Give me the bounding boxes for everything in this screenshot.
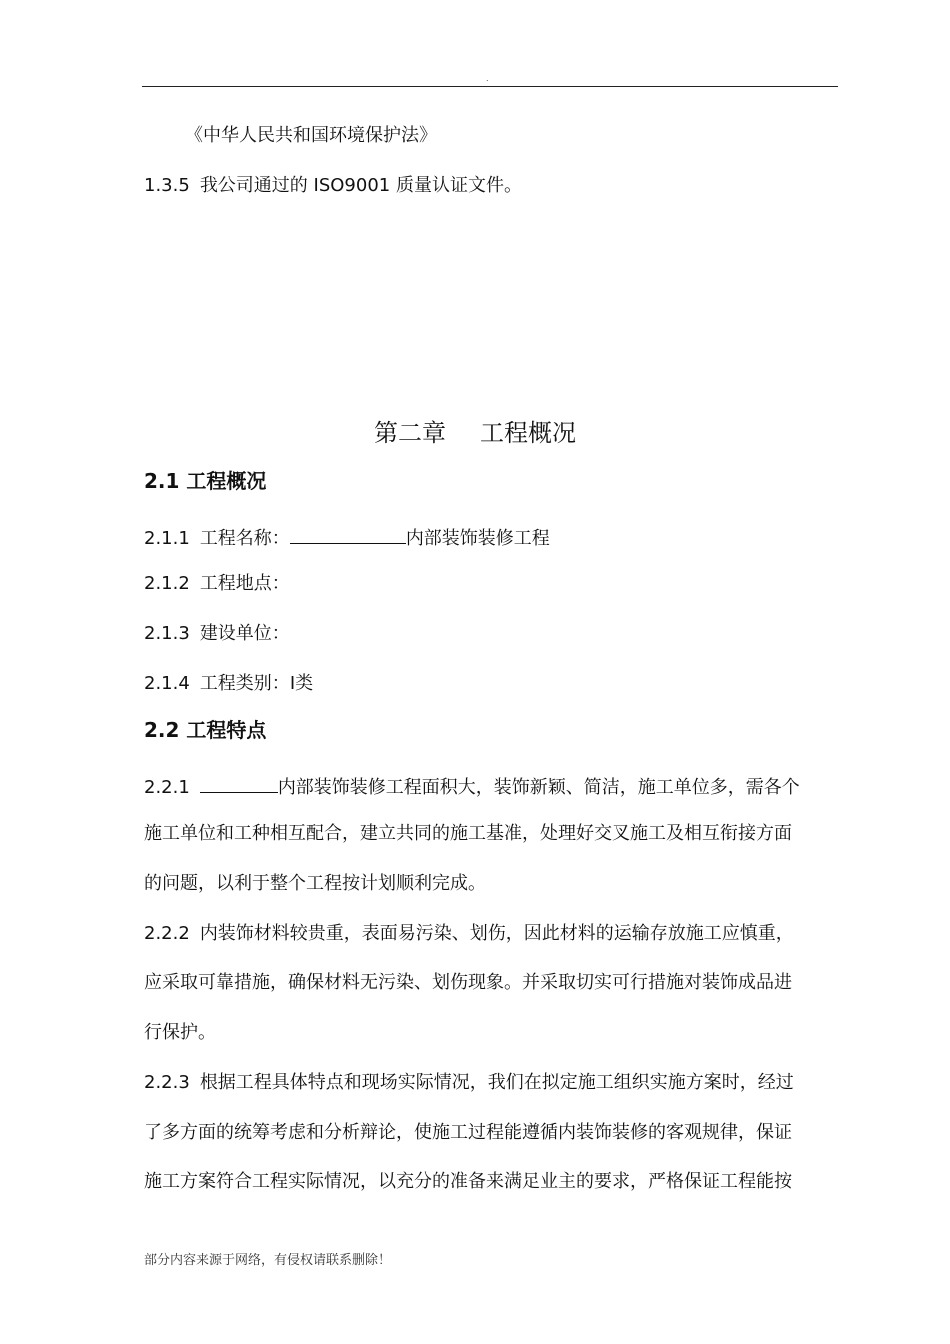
paragraph-2-2-3-line-1 bbox=[144, 1071, 794, 1095]
item-label: 工程类别： bbox=[199, 673, 290, 694]
item-2-1-1 bbox=[144, 523, 550, 551]
paragraph-2-2-1-line-3: 的问题，以利于整个工程按计划顺利完成。 bbox=[144, 873, 486, 894]
item-number: 1.3.5 bbox=[144, 175, 190, 196]
header-mark: . bbox=[486, 74, 489, 83]
paragraph-2-2-2-line-2: 应采取可靠措施，确保材料无污染、划伤现象。并采取切实可行措施对装饰成品进 bbox=[144, 972, 792, 993]
item-number: 2.1.4 bbox=[144, 673, 190, 694]
paragraph-text: 内装饰材料较贵重，表面易污染、划伤，因此材料的运输存放施工应慎重， bbox=[199, 923, 794, 944]
item-number: 2.1.3 bbox=[144, 623, 190, 644]
law-reference: 《中华人民共和国环境保护法》 bbox=[185, 125, 437, 146]
item-value: 内部装饰装修工程 bbox=[405, 528, 550, 549]
paragraph-2-2-1-line-1 bbox=[144, 772, 800, 800]
item-number: 2.2.1 bbox=[144, 777, 190, 798]
item-number: 2.1.2 bbox=[144, 573, 190, 594]
paragraph-2-2-3-line-2: 了多方面的统筹考虑和分析辩论，使施工过程能遵循内装饰装修的客观规律，保证 bbox=[144, 1122, 792, 1143]
paragraph-text: 内部装饰装修工程面积大，装饰新颖、简洁，施工单位多，需各个 bbox=[277, 777, 800, 798]
footer-disclaimer: 部分内容来源于网络，有侵权请联系删除！ bbox=[144, 1253, 392, 1268]
paragraph-2-2-2-line-1 bbox=[144, 922, 794, 946]
item-1-3-5 bbox=[144, 174, 522, 198]
chapter-title: 工程概况 bbox=[480, 419, 576, 447]
item-2-1-2 bbox=[144, 572, 290, 596]
item-label: 建设单位： bbox=[199, 623, 290, 644]
chapter-number: 第二章 bbox=[374, 419, 446, 447]
item-value: Ⅰ类 bbox=[289, 673, 314, 694]
item-label: 工程名称： bbox=[199, 528, 290, 549]
item-number: 2.1.1 bbox=[144, 528, 190, 549]
item-number: 2.2.3 bbox=[144, 1072, 190, 1093]
paragraph-2-2-2-line-3: 行保护。 bbox=[144, 1022, 216, 1043]
fill-in-blank bbox=[200, 772, 278, 793]
item-2-1-4 bbox=[144, 672, 313, 696]
paragraph-text: 根据工程具体特点和现场实际情况，我们在拟定施工组织实施方案时，经过 bbox=[199, 1072, 794, 1093]
item-number: 2.2.2 bbox=[144, 923, 190, 944]
chapter-heading bbox=[0, 417, 950, 449]
item-text: 我公司通过的 ISO9001 质量认证文件。 bbox=[199, 175, 522, 196]
paragraph-2-2-3-line-3: 施工方案符合工程实际情况，以充分的准备来满足业主的要求，严格保证工程能按 bbox=[144, 1171, 792, 1192]
section-2-1-heading: 2.1 工程概况 bbox=[144, 469, 267, 493]
fill-in-blank bbox=[290, 523, 406, 544]
paragraph-2-2-1-line-2: 施工单位和工种相互配合，建立共同的施工基准，处理好交叉施工及相互衔接方面 bbox=[144, 823, 792, 844]
section-2-2-heading: 2.2 工程特点 bbox=[144, 718, 267, 742]
header-rule bbox=[142, 86, 838, 87]
item-label: 工程地点： bbox=[199, 573, 290, 594]
item-2-1-3 bbox=[144, 622, 290, 646]
